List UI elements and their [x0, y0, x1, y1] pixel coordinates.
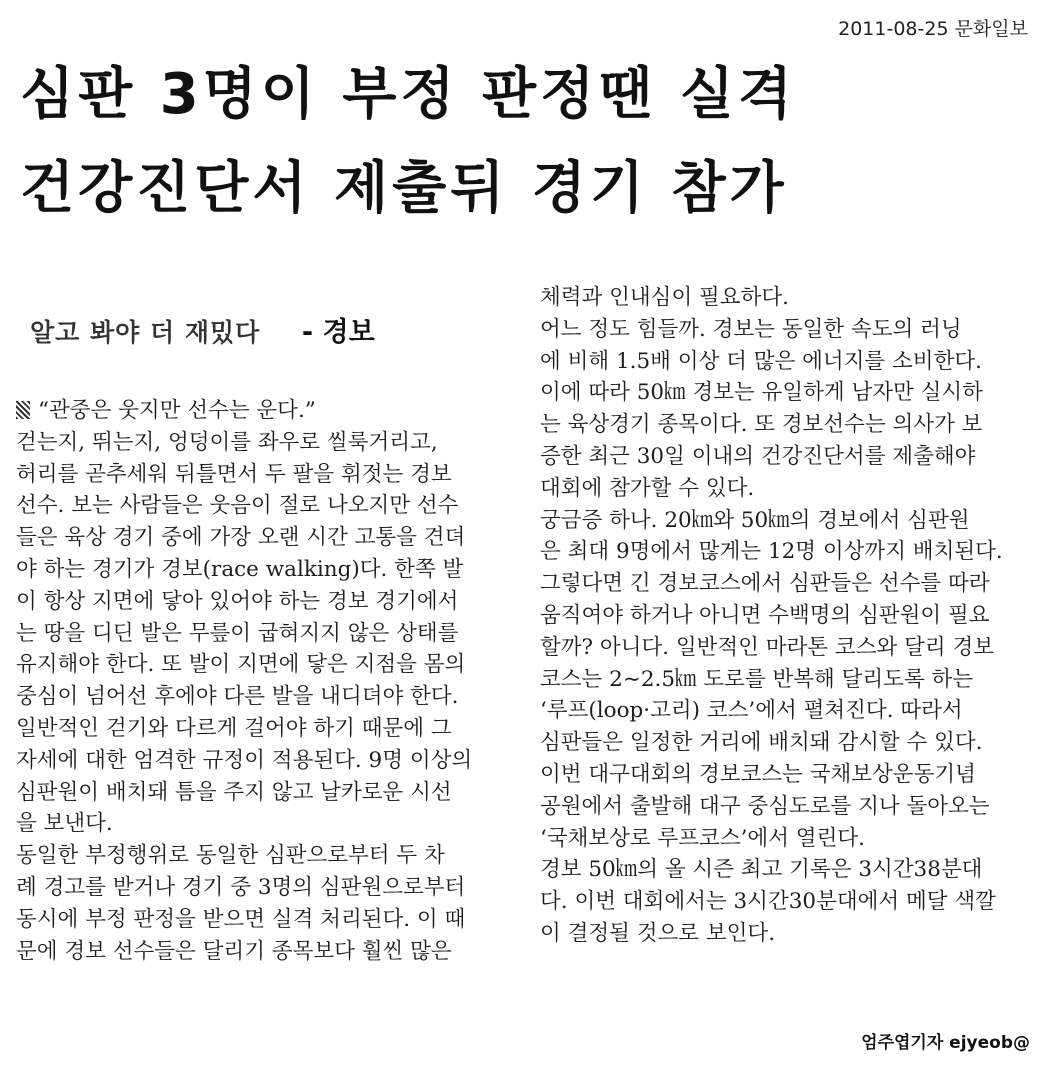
section-topic: - 경보 — [301, 317, 375, 348]
article-line-text: 이 항상 지면에 닿아 있어야 하는 경보 경기에서 — [16, 588, 459, 614]
article-line-text: 선수. 보는 사람들은 웃음이 절로 나오지만 선수 — [16, 493, 459, 519]
article-line-text: 심판들은 일정한 거리에 배치돼 감시할 수 있다. — [540, 730, 983, 756]
article-line — [16, 522, 510, 554]
headline-line-1: 심판 3명이 부정 판정땐 실격 — [20, 62, 797, 127]
article-line — [540, 473, 1032, 505]
headline-line-2: 건강진단서 제출뒤 경기 참가 — [20, 156, 788, 221]
article-line-text: 경보 50㎞의 올 시즌 최고 기록은 3시간38분대 — [540, 857, 983, 883]
article-line — [540, 854, 1032, 886]
article-line — [16, 872, 510, 904]
article-line-text: 움직여야 하거나 아니면 수백명의 심판원이 필요 — [540, 602, 990, 628]
article-line — [540, 632, 1032, 664]
article-line — [16, 777, 510, 809]
article-line-text: 례 경고를 받거나 경기 중 3명의 심판원으로부터 — [16, 874, 466, 900]
article-line — [540, 409, 1032, 441]
article-line — [16, 745, 510, 777]
article-line-text: 이번 대구대회의 경보코스는 국채보상운동기념 — [540, 761, 976, 787]
article-line-text: 이에 따라 50㎞ 경보는 유일하게 남자만 실시하 — [540, 380, 983, 406]
article-line — [16, 936, 510, 968]
article-line — [16, 713, 510, 745]
article-line-text: 체력과 인내심이 필요하다. — [540, 285, 789, 310]
article-line-text: 심판원이 배치돼 틈을 주지 않고 날카로운 시선 — [16, 779, 452, 805]
article-line — [540, 377, 1032, 409]
article-line-text: 동시에 부정 판정을 받으면 실격 처리된다. 이 때 — [16, 906, 466, 932]
article-line-text: 은 최대 9명에서 많게는 12명 이상까지 배치된다. — [540, 539, 1003, 565]
article-line — [540, 505, 1032, 537]
article-line-text: 중심이 넘어선 후에야 다른 발을 내디뎌야 한다. — [16, 684, 459, 710]
paragraph-marker-icon — [16, 401, 30, 419]
article-line-text: 자세에 대한 엄격한 규정이 적용된다. 9명 이상의 — [16, 747, 473, 773]
article-line — [540, 791, 1032, 823]
article-line-text: 궁금증 하나. 20㎞와 50㎞의 경보에서 심판원 — [540, 507, 970, 533]
article-line — [16, 395, 510, 427]
article-line-text: 그렇다면 긴 경보코스에서 심판들은 선수를 따라 — [540, 571, 990, 597]
article-line — [16, 586, 510, 618]
article-line — [16, 427, 510, 459]
article-line — [16, 840, 510, 872]
article-line-text: 들은 육상 경기 중에 가장 오랜 시간 고통을 견뎌 — [16, 525, 466, 551]
article-line-text: 유지해야 한다. 또 발이 지면에 닿은 지점을 몸의 — [16, 652, 466, 678]
article-line — [540, 282, 1032, 314]
article-line — [540, 536, 1032, 568]
article-column-right — [540, 282, 1032, 950]
article-line-text: 어느 정도 힘들까. 경보는 동일한 속도의 러닝 — [540, 316, 962, 342]
article-line — [540, 568, 1032, 600]
article-line — [540, 441, 1032, 473]
article-line — [16, 808, 510, 840]
article-line — [540, 314, 1032, 346]
article-line — [540, 823, 1032, 855]
section-title — [30, 310, 375, 349]
article-line-text: 문에 경보 선수들은 달리기 종목보다 훨씬 많은 — [16, 938, 452, 964]
article-line-text: ‘국채보상로 루프코스’에서 열린다. — [540, 825, 865, 851]
article-line — [540, 346, 1032, 378]
article-line-text: 을 보낸다. — [16, 811, 113, 837]
article-line-text: 다. 이번 대회에서는 3시간30분대에서 메달 색깔 — [540, 889, 996, 915]
article-line-text: 이 결정될 것으로 보인다. — [540, 920, 776, 946]
article-line-text: “관중은 웃지만 선수는 운다.” — [38, 398, 316, 423]
article-line — [16, 554, 510, 586]
article-line-text: 에 비해 1.5배 이상 더 많은 에너지를 소비한다. — [540, 348, 982, 374]
article-line — [16, 459, 510, 491]
article-line — [16, 681, 510, 713]
article-line-text: 일반적인 걷기와 다르게 걸어야 하기 때문에 그 — [16, 715, 452, 741]
article-line-text: 증한 최근 30일 이내의 건강진단서를 제출해야 — [540, 443, 976, 469]
article-line-text: 코스는 2∼2.5㎞ 도로를 반복해 달리도록 하는 — [540, 666, 974, 692]
byline: 엄주엽기자 ejyeob@ — [861, 1033, 1030, 1053]
article-line-text: ‘루프(loop·고리) 코스’에서 펼쳐진다. 따라서 — [540, 698, 963, 724]
article-line-text: 허리를 곧추세워 뒤틀면서 두 팔을 휘젓는 경보 — [16, 461, 452, 487]
article-line — [16, 490, 510, 522]
article-line-text: 야 하는 경기가 경보(race walking)다. 한쪽 발 — [16, 556, 464, 582]
article-line-text: 공원에서 출발해 대구 중심도로를 지나 돌아오는 — [540, 793, 990, 819]
article-line — [540, 886, 1032, 918]
article-line — [540, 727, 1032, 759]
article-line — [540, 664, 1032, 696]
article-line-text: 할까? 아니다. 일반적인 마라톤 코스와 달리 경보 — [540, 634, 994, 660]
section-subtitle: 알고 봐야 더 재밌다 — [30, 318, 261, 347]
article-line — [540, 918, 1032, 950]
article-column-left — [16, 395, 510, 967]
article-line — [16, 618, 510, 650]
article-line-text: 는 땅을 디딘 발은 무릎이 굽혀지지 않은 상태를 — [16, 620, 459, 646]
article-line — [16, 649, 510, 681]
article-line-text: 걷는지, 뛰는지, 엉덩이를 좌우로 씰룩거리고, — [16, 429, 438, 455]
article-line-text: 동일한 부정행위로 동일한 심판으로부터 두 차 — [16, 843, 445, 869]
article-line — [540, 759, 1032, 791]
article-line-text: 는 육상경기 종목이다. 또 경보선수는 의사가 보 — [540, 412, 983, 438]
article-line-text: 대회에 참가할 수 있다. — [540, 475, 755, 501]
article-line — [540, 600, 1032, 632]
article-line — [540, 695, 1032, 727]
dateline: 2011-08-25 문화일보 — [838, 18, 1028, 40]
article-line — [16, 904, 510, 936]
